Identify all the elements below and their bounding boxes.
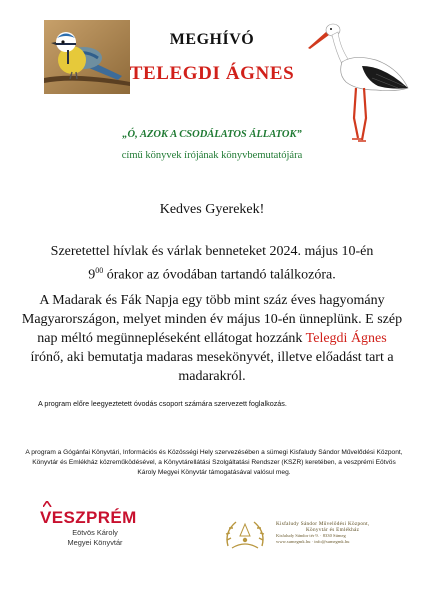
- invitation-line-2: [20, 261, 404, 285]
- organizers-footer: A program a Gógánfai Könyvtári, Információs és Közösségi Hely szervezésében a sümegi Kisfaludy Sándor Művelődési Központ, Könyvtár és Emlékház közreműködésével, a Könyvtárellátási Szolgáltatási Rendszer (KSZR) keretében, a veszprémi Eötvös Károly Megyei Könyvtár támogatásával valósul meg.: [25, 449, 403, 476]
- veszprem-logo-text: VESZPRÉM: [40, 508, 137, 527]
- invitation-line-2-rest: órakor az óvodában tartandó találkozóra.: [103, 267, 336, 283]
- book-subtitle: című könyvek írójának könyvbemutatójára: [121, 150, 303, 161]
- veszprem-library-logo: [40, 508, 150, 548]
- kisfaludy-line-3: Kisfaludy Sándor tér 9. · 8330 Sümeg: [276, 533, 346, 538]
- invitation-line-1: Szeretettel hívlak és várlak benneteket 2024. május 10-én: [50, 244, 374, 259]
- kisfaludy-line-4: www.sumegmk.hu · info@sumegmk.hu: [276, 539, 350, 544]
- invitation-heading: MEGHÍVÓ: [169, 31, 255, 48]
- invitation-paragraph: [20, 242, 404, 285]
- veszprem-logo-line-2: Megyei Könyvtár: [67, 538, 123, 547]
- book-title: „Ó, AZOK A CSODÁLATOS ÁLLATOK”: [122, 129, 302, 140]
- time-minutes: 00: [95, 266, 104, 275]
- greeting: Kedves Gyerekek!: [159, 202, 265, 217]
- author-name-heading: TELEGDI ÁGNES: [129, 63, 295, 84]
- description-before-name: A Madarak és Fák Napja egy több mint száz éves hagyomány Magyarországon, melyet minden év május 10-én ünneplünk. E szép nap méltó megünnepléseként ellátogat hozzánk: [21, 293, 403, 346]
- kisfaludy-line-1: Kisfaludy Sándor Művelődési Központ,: [276, 521, 370, 527]
- program-note: A program előre leegyeztetett óvodás csoport számára szervezett foglalkozás.: [38, 399, 287, 408]
- author-name-inline: Telegdi Ágnes: [305, 331, 387, 346]
- description-after-name: írónő, aki bemutatja madaras mesekönyvét, illetve előadást tart a madarakról.: [30, 350, 394, 384]
- kisfaludy-logo-text: [276, 521, 410, 545]
- wreath-emblem-icon: [222, 516, 268, 554]
- veszprem-logo-word: [40, 508, 150, 528]
- kisfaludy-emblem: [222, 516, 268, 554]
- kisfaludy-line-2: Könyvtár és Emlékház: [306, 527, 360, 533]
- veszprem-logo-line-1: Eötvös Károly: [72, 528, 118, 537]
- time-hour: 9: [88, 267, 96, 283]
- event-description-paragraph: [20, 291, 404, 386]
- logo-accent-icon: [43, 501, 55, 507]
